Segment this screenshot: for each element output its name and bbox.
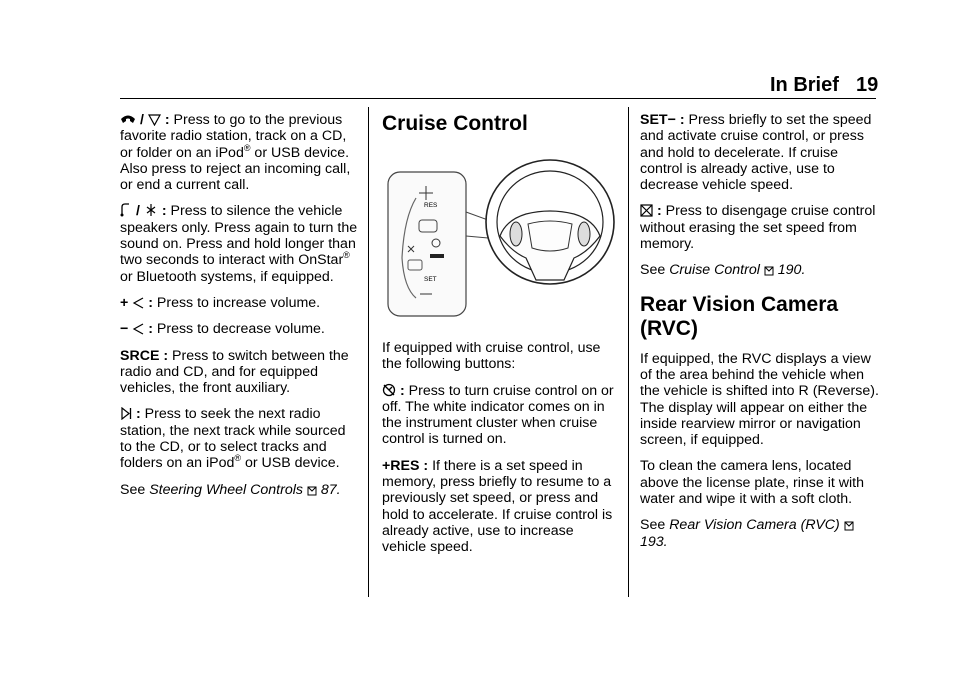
registered-mark: ® <box>343 250 350 261</box>
steering-controls-link[interactable]: Steering Wheel Controls <box>149 481 303 498</box>
cruise-control-icon <box>382 383 396 397</box>
colon: : <box>399 382 405 399</box>
header-rule <box>120 98 876 99</box>
cancel-icon <box>640 204 653 217</box>
page-ref-icon <box>844 521 854 531</box>
res-label: +RES : <box>382 457 429 474</box>
rvc-heading: Rear Vision Camera (RVC) <box>640 292 839 340</box>
paragraph-see-steering <box>120 482 358 498</box>
paragraph-volume-up <box>120 295 358 311</box>
triangle-down-icon <box>148 114 161 126</box>
voice-command-icon <box>144 203 158 217</box>
registered-mark: ® <box>234 453 242 464</box>
previous-text-2: or USB device. Also press to reject an incoming call, or end a current call. <box>120 144 351 194</box>
page-ref: 87. <box>316 481 341 498</box>
page-ref-icon <box>307 486 317 496</box>
cancel-text: Press to disengage cruise control without erasing the set speed from memory. <box>640 203 876 253</box>
paragraph-cruise-intro: If equipped with cruise control, use the following buttons: <box>382 340 601 373</box>
paragraph-volume-down <box>120 321 358 337</box>
column-2 <box>382 112 618 566</box>
paragraph-clean-lens: To clean the camera lens, located above the license plate, rinse it with water and wipe it with a soft cloth. <box>640 458 864 508</box>
paragraph-mute <box>120 203 358 284</box>
paragraph-cruise-onoff <box>382 383 618 448</box>
paragraph-cancel <box>640 203 880 252</box>
paragraph-see-cruise <box>640 262 880 278</box>
mute-text: Press to silence the vehicle speakers only. Press again to turn the sound on. Press and hold longer than two seconds to interact with OnStar <box>120 203 358 269</box>
rvc-link[interactable]: Rear Vision Camera (RVC) <box>669 517 840 534</box>
mute-icon <box>120 203 132 217</box>
column-3 <box>640 112 880 560</box>
volume-icon <box>132 297 144 309</box>
paragraph-res <box>382 458 618 556</box>
set-text: Press briefly to set the speed and activate cruise control, or press and hold to decelerate. If cruise control is already active, use to decrease vehicle speed. <box>640 112 872 194</box>
see-label: See <box>640 517 670 534</box>
mute-text-2: or Bluetooth systems, if equipped. <box>120 268 334 285</box>
colon: : <box>656 203 662 220</box>
page-ref: 190. <box>773 262 806 279</box>
cruise-control-heading: Cruise Control <box>382 112 528 135</box>
colon: : <box>135 406 141 423</box>
res-label: RES <box>424 202 438 209</box>
volume-icon <box>132 323 144 335</box>
left-switch <box>510 222 522 246</box>
seek-icon <box>120 407 132 420</box>
phone-hangup-icon <box>120 113 136 126</box>
set-label: SET <box>424 276 437 283</box>
volume-down-text: Press to decrease volume. <box>156 321 325 338</box>
paragraph-rvc: If equipped, the RVC displays a view of the area behind the vehicle when the vehicle is shifted into R (Reverse). The display will appear on either the inside rearview mirror or navigation screen, if equipped. <box>640 350 879 449</box>
paragraph-see-rvc <box>640 517 880 550</box>
paragraph-source <box>120 348 358 397</box>
paragraph-seek <box>120 406 358 471</box>
cruise-onoff-text: Press to turn cruise control on or off. The white indicator comes on in the instrument cluster when cruise control is turned on. <box>382 382 614 448</box>
column-divider-2 <box>628 107 629 597</box>
source-text: Press to switch between the radio and CD, and for equipped vehicles, the front auxiliary. <box>120 347 349 397</box>
srce-label: SRCE : <box>120 347 169 364</box>
fig-button-dark <box>430 254 444 258</box>
separator: / <box>139 112 144 128</box>
colon: : <box>161 203 167 220</box>
cruise-control-link[interactable]: Cruise Control <box>669 262 760 279</box>
column-divider-1 <box>368 107 369 597</box>
paragraph-set <box>640 112 880 193</box>
separator: / <box>135 203 140 220</box>
previous-text: Press to go to the previous favorite radio station, track on a CD, or folder on an iPod <box>120 112 347 161</box>
page-ref: 193. <box>640 533 668 550</box>
paragraph-previous <box>120 112 358 193</box>
res-text: If there is a set speed in memory, press briefly to resume to a previously set speed, or press and hold to accelerate. If cruise control is already active, use to increase vehicle speed. <box>382 457 613 556</box>
set-label: SET− : <box>640 112 685 128</box>
see-label: See <box>640 262 670 279</box>
seek-text: Press to seek the next radio station, the next track while sourced to the CD, or to select tracks and folders on an iPod <box>120 406 346 472</box>
page-number: 19 <box>856 74 879 96</box>
colon: : <box>164 112 170 128</box>
registered-mark: ® <box>243 142 251 153</box>
colon: : <box>148 321 153 338</box>
plus-label: + <box>120 294 129 311</box>
right-switch <box>578 222 590 246</box>
volume-up-text: Press to increase volume. <box>156 294 321 311</box>
colon: : <box>148 294 153 311</box>
column-1 <box>120 112 358 508</box>
minus-label: − <box>120 321 129 338</box>
page-ref-icon <box>764 266 774 276</box>
seek-text-2: or USB device. <box>241 455 340 472</box>
see-label: See <box>120 481 150 498</box>
cruise-control-figure <box>382 148 618 330</box>
section-title: In Brief <box>770 74 839 96</box>
